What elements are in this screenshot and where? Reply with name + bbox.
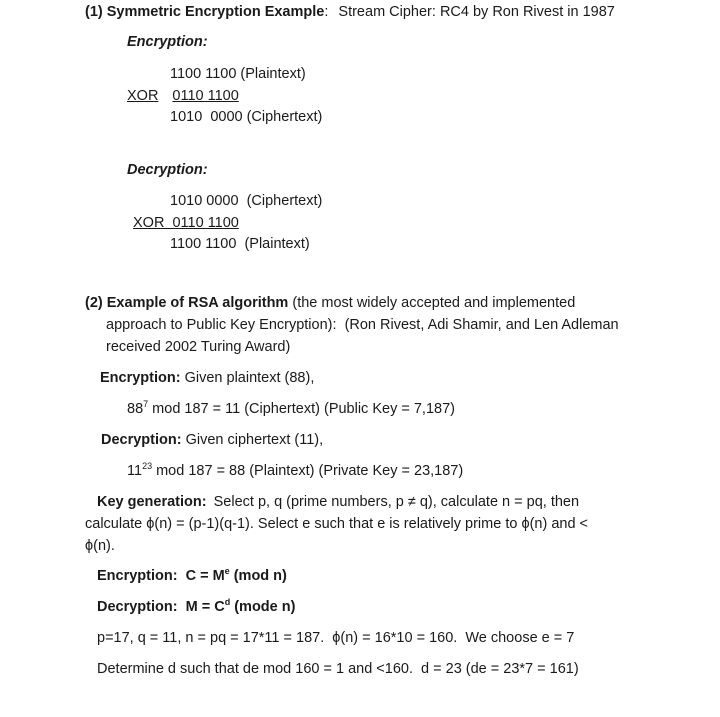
rsa-decryption-formula: [127, 462, 463, 480]
section1-colon: :: [324, 4, 329, 20]
encryption-xor-key: 0110 1100: [172, 88, 239, 104]
decryption-ciphertext: 1010 0000 (Ciphertext): [170, 193, 323, 209]
keygen-text1: Select p, q (prime numbers, p ≠ q), calculate n = pq, then: [213, 494, 580, 510]
rsa-encryption-line: [100, 369, 314, 387]
formula-enc-lhs: C = M: [185, 568, 225, 584]
formula-enc-exp: e: [224, 566, 230, 576]
keygen-line2: calculate ϕ(n) = (p-1)(q-1). Select e such that e is relatively prime to ϕ(n) and <: [85, 516, 589, 532]
rsa-dec-rest: mod 187 = 88 (Plaintext) (Private Key = 23,187): [152, 463, 464, 479]
rsa-example-line: p=17, q = 11, n = pq = 17*11 = 187. ϕ(n) = 16*10 = 160. We choose e = 7: [97, 630, 575, 646]
encryption-title: Encryption:: [127, 34, 208, 50]
section2-heading-line: [85, 294, 575, 312]
section1-heading: Symmetric Encryption Example: [106, 4, 325, 20]
decryption-xor-line: XOR 0110 1100: [133, 215, 239, 231]
decryption-plaintext: 1100 1100 (Plaintext): [170, 236, 310, 252]
rsa-dec-base: 11: [127, 463, 143, 479]
rsa-encryption-label: Encryption:: [100, 370, 181, 386]
keygen-line1: [97, 493, 579, 511]
formula-decryption: [97, 598, 295, 616]
formula-dec-lhs: M = C: [185, 599, 225, 615]
rsa-enc-rest: mod 187 = 11 (Ciphertext) (Public Key = 7,187): [148, 401, 455, 417]
section2-intro-line2: approach to Public Key Encryption): (Ron Rivest, Adi Shamir, and Len Adleman: [106, 317, 619, 333]
formula-dec-rhs: (mode n): [230, 599, 296, 615]
section2-intro-line1: (the most widely accepted and implemented: [292, 295, 576, 311]
rsa-enc-exponent: 7: [143, 399, 149, 409]
section2-heading: Example of RSA algorithm: [106, 295, 289, 311]
encryption-xor-line: [127, 87, 241, 105]
formula-dec-expression: [186, 599, 296, 615]
formula-enc-expression: [186, 568, 287, 584]
formula-dec-label: Decryption:: [97, 599, 178, 615]
section2-intro-line3: received 2002 Turing Award): [106, 339, 291, 355]
keygen-line3: ϕ(n).: [85, 538, 115, 554]
decryption-title: Decryption:: [127, 162, 208, 178]
rsa-enc-base: 88: [127, 401, 144, 417]
formula-dec-exp: d: [224, 597, 231, 607]
rsa-decryption-text: Given ciphertext (11),: [185, 432, 324, 448]
keygen-label: Key generation:: [97, 494, 207, 510]
rsa-dec-exponent: 23: [142, 461, 153, 471]
encryption-plaintext: 1100 1100 (Plaintext): [170, 66, 306, 82]
formula-enc-rhs: (mod n): [229, 568, 287, 584]
section1-number: (1): [85, 4, 103, 20]
formula-enc-label: Encryption:: [97, 568, 178, 584]
encryption-ciphertext: 1010 0000 (Ciphertext): [170, 109, 323, 125]
rsa-encryption-formula: [127, 400, 455, 418]
formula-encryption: [97, 567, 287, 585]
section2-number: (2): [85, 295, 103, 311]
section1-subtitle: Stream Cipher: RC4 by Ron Rivest in 1987: [338, 4, 615, 20]
encryption-xor-op: XOR: [127, 88, 159, 104]
rsa-decryption-line: [101, 431, 323, 449]
section1-heading-line: [85, 3, 615, 21]
rsa-decryption-label: Decryption:: [101, 432, 182, 448]
rsa-encryption-text: Given plaintext (88),: [184, 370, 315, 386]
rsa-determine-line: Determine d such that de mod 160 = 1 and <160. d = 23 (de = 23*7 = 161): [97, 661, 579, 677]
